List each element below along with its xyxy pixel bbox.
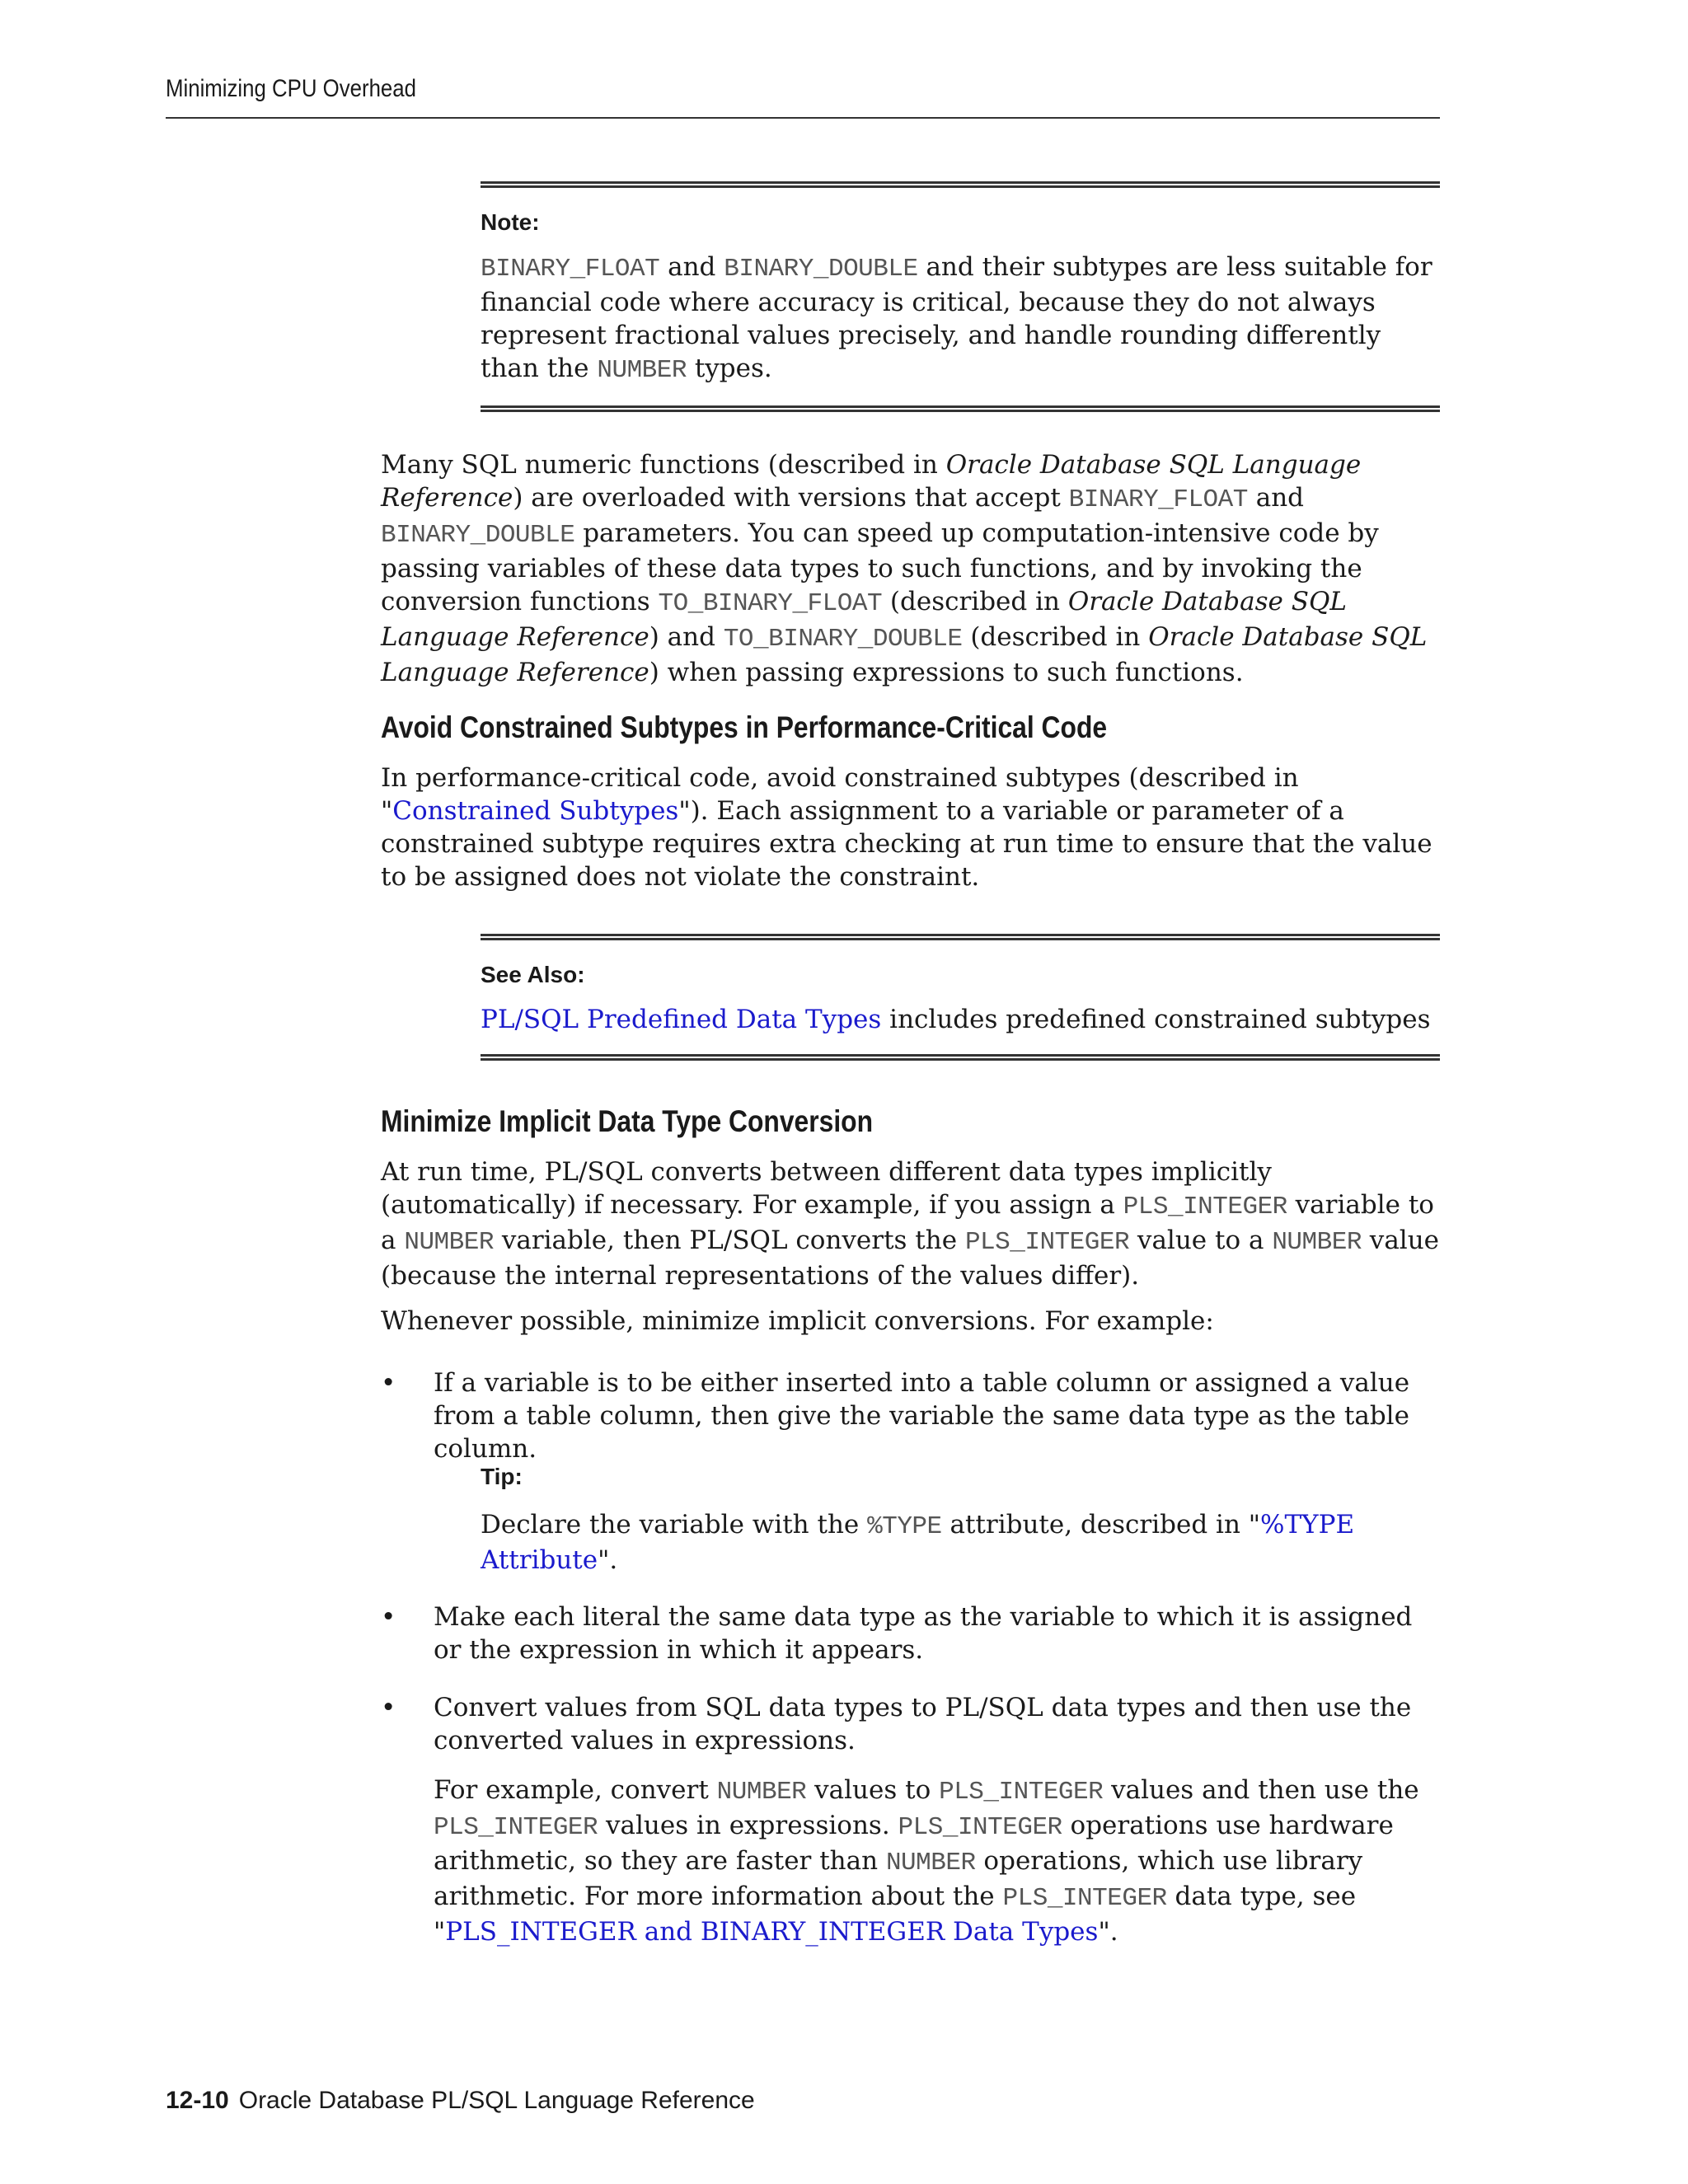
minimize-conversions-paragraph: Whenever possible, minimize implicit conversions. For example: <box>381 1306 1214 1336</box>
pls-integer-link[interactable]: PLS_INTEGER and BINARY_INTEGER Data Types <box>445 1917 1099 1947</box>
see-also-text: PL/SQL Predefined Data Types includes predefined constrained subtypes <box>481 1005 1431 1034</box>
type-attribute-link[interactable]: %TYPE Attribute <box>481 1510 1355 1575</box>
bullet-item-3: Convert values from SQL data types to PL/SQL data types and then use the converted values in expressions. <box>434 1693 1412 1755</box>
constrained-subtypes-paragraph: In performance-critical code, avoid constrained subtypes (described in "Constrained Subtypes"). Each assignment to a variable or parameter of a constrained subtype requires extra checking at run time to ensure that the value to be assigned does not violate the constraint. <box>381 763 1432 892</box>
section-heading-implicit-conversion: Minimize Implicit Data Type Conversion <box>381 1104 874 1138</box>
section-heading-constrained-subtypes: Avoid Constrained Subtypes in Performance-Critical Code <box>381 710 1108 744</box>
note-top-rule <box>481 181 1440 188</box>
see-also-box <box>481 934 1440 1061</box>
bullet-3-example: For example, convert NUMBER values to PLS_INTEGER values and then use the PLS_INTEGER values in expressions. PLS_INTEGER operations use hardware arithmetic, so they are faster than NUMBER operations, which use library arithmetic. For more information about the PLS_INTEGER data type, see "PLS_INTEGER and BINARY_INTEGER Data Types". <box>434 1775 1419 1947</box>
bullet-marker: • <box>381 1602 396 1632</box>
see-also-top-rule <box>481 934 1440 940</box>
see-also-bottom-rule <box>481 1054 1440 1061</box>
tip-text: Declare the variable with the %TYPE attribute, described in "%TYPE Attribute". <box>481 1510 1355 1575</box>
note-box <box>481 181 1440 412</box>
see-also-label: See Also: <box>481 962 585 987</box>
tip-label: Tip: <box>481 1464 523 1489</box>
bullet-item-1: If a variable is to be either inserted into a table column or assigned a value from a table column, then give the variable the same data type as the table column. <box>434 1368 1410 1464</box>
predefined-data-types-link[interactable]: PL/SQL Predefined Data Types <box>481 1005 882 1034</box>
bullet-marker: • <box>381 1693 396 1722</box>
note-bottom-rule <box>481 405 1440 412</box>
intro-paragraph: Many SQL numeric functions (described in Oracle Database SQL Language Reference) are overloaded with versions that accept BINARY_FLOAT and BINARY_DOUBLE parameters. You can speed up computation-intensive code by passing variables of these data types to such functions, and by invoking the conversion functions TO_BINARY_FLOAT (described in Oracle Database SQL Language Reference) and TO_BINARY_DOUBLE (described in Oracle Database SQL Language Reference) when passing expressions to such functions. <box>381 450 1428 687</box>
note-label: Note: <box>481 209 540 235</box>
constrained-subtypes-link[interactable]: Constrained Subtypes <box>392 796 679 826</box>
bullet-marker: • <box>381 1368 396 1398</box>
implicit-conversion-paragraph: At run time, PL/SQL converts between different data types implicitly (automatically) if necessary. For example, if you assign a PLS_INTEGER variable to a NUMBER variable, then PL/SQL converts the PLS_INTEGER value to a NUMBER value (because the internal representations of the values differ). <box>381 1157 1440 1291</box>
bullet-item-2: Make each literal the same data type as the variable to which it is assigned or the expression in which it appears. <box>434 1602 1413 1665</box>
book-title: Oracle Database PL/SQL Language Reference <box>238 2087 755 2114</box>
note-text: BINARY_FLOAT and BINARY_DOUBLE and their subtypes are less suitable for financial code where accuracy is critical, because they do not always represent fractional values precisely, and handle rounding differently than the NUMBER types. <box>481 252 1432 385</box>
running-header: Minimizing CPU Overhead <box>166 75 416 102</box>
page-number: 12-10 <box>166 2087 229 2114</box>
header-rule <box>166 117 1440 119</box>
page-footer <box>166 2087 755 2115</box>
